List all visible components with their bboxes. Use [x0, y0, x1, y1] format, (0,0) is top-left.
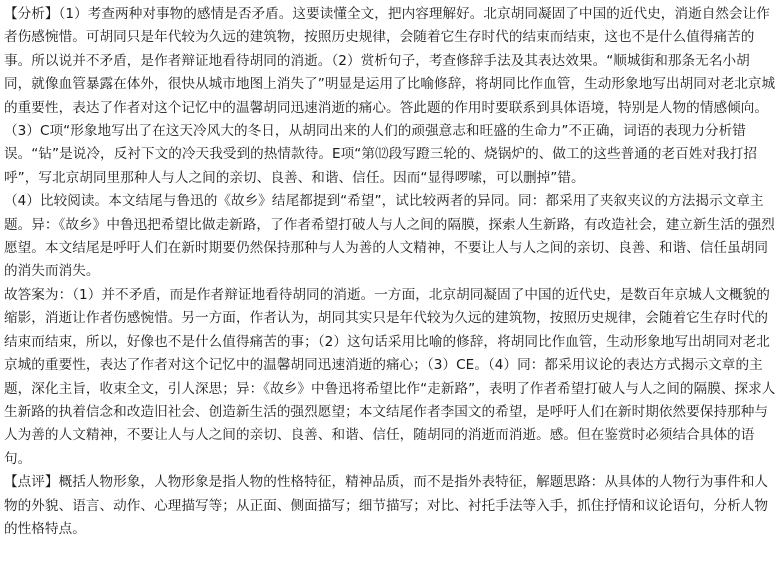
analysis-item-4-paragraph: （4）比较阅读。本文结尾与鲁迅的《故乡》结尾都提到“希望”，试比较两者的异同。同：都采用了夹叙夹议的方法揭示文章主题。异：《故乡》中鲁迅把希望比做走新路，了作者希望打破人与人之间的隔膜，探索人生新路，有改造社会，建立新生活的强烈愿望。本文结尾是呼吁人们在新时期要仍然保持那种与人为善的人文精神，不要让人与人之间的亲切、良善、和谐、信任虽胡同的消失而消失。	[4, 193, 775, 280]
answer-paragraph: 故答案为：（1）并不矛盾，而是作者辩证地看待胡同的消逝。一方面，北京胡同凝固了中国的近代史，是数百年京城人文概貌的缩影，消逝让作者伤感惋惜。另一方面，作者认为，胡同其实只是年代较为久远的建筑物，按照历史规律，会随着它生存时代的结束而结束，所以，好像也不是什么值得痛苦的事；（2）这句话采用比喻的修辞，将胡同比作血管，生动形象地写出胡同对老北京城的重要性，表达了作者对这个记忆中的温馨胡同迅速消逝的痛心；（3）CE。（4）同：都采用议论的表达方式揭示文章的主题，深化主旨，收束全文，引人深思；异：《故乡》中鲁迅将希望比作“走新路”，表明了作者希望打破人与人之间的隔膜、探求人生新路的执着信念和改造旧社会、创造新生活的强烈愿望；本文结尾作者李国文的希望，是呼吁人们在新时期依然要保持那种与人为善的人文精神，不要让人与人之间的亲切、良善、和谐、信任，随胡同的消逝而消逝。感。但在鉴赏时必须结合具体的语句。	[4, 286, 776, 467]
comment-paragraph: 【点评】概括人物形象，人物形象是指人物的性格特征，精神品质，而不是指外表特征，解题思路：从具体的人物行为事件和人物的外貌、语言、动作、心理描写等；从正面、侧面描写；细节描写；对比、衬托手法等入手，抓住抒情和议论语句，分析人物的性格特点。	[4, 474, 769, 537]
analysis-item-3-paragraph: （3）C项“形象地写出了在这天冷风大的冬日，从胡同出来的人们的顽强意志和旺盛的生命力”不正确，词语的表现力分析错误。“钻”是说冷，反衬下文的冷天我受到的热情款待。E项“第⑿段写蹬三轮的、烧锅炉的、做工的这些普通的老百姓对我打招呼”，写北京胡同里那种人与人之间的亲切、良善、和谐、信任。因而“显得啰嗦，可以删掉”错。	[4, 123, 758, 186]
analysis-paragraph: 【分析】（1）考查两种对事物的感情是否矛盾。这要读懂全文，把内容理解好。北京胡同凝固了中国的近代史，消逝自然会让作者伤感惋惜。可胡同只是年代较为久远的建筑物，按照历史规律，会随着它生存时代的结束而结束，这也不是什么值得痛苦的事。所以说并不矛盾，是作者辩证地看待胡同的消逝。（2）赏析句子，考查修辞手法及其表达效果。“顺城街和那条无名小胡同，就像血管暴露在体外，很快从城市地图上消失了”明显是运用了比喻修辞，将胡同比作血管，生动形象地写出胡同对老北京城的重要性，表达了作者对这个记忆中的温馨胡同迅速消逝的痛心。答此题的作用时要联系到具体语境，特别是人物的情感倾向。	[4, 6, 776, 116]
